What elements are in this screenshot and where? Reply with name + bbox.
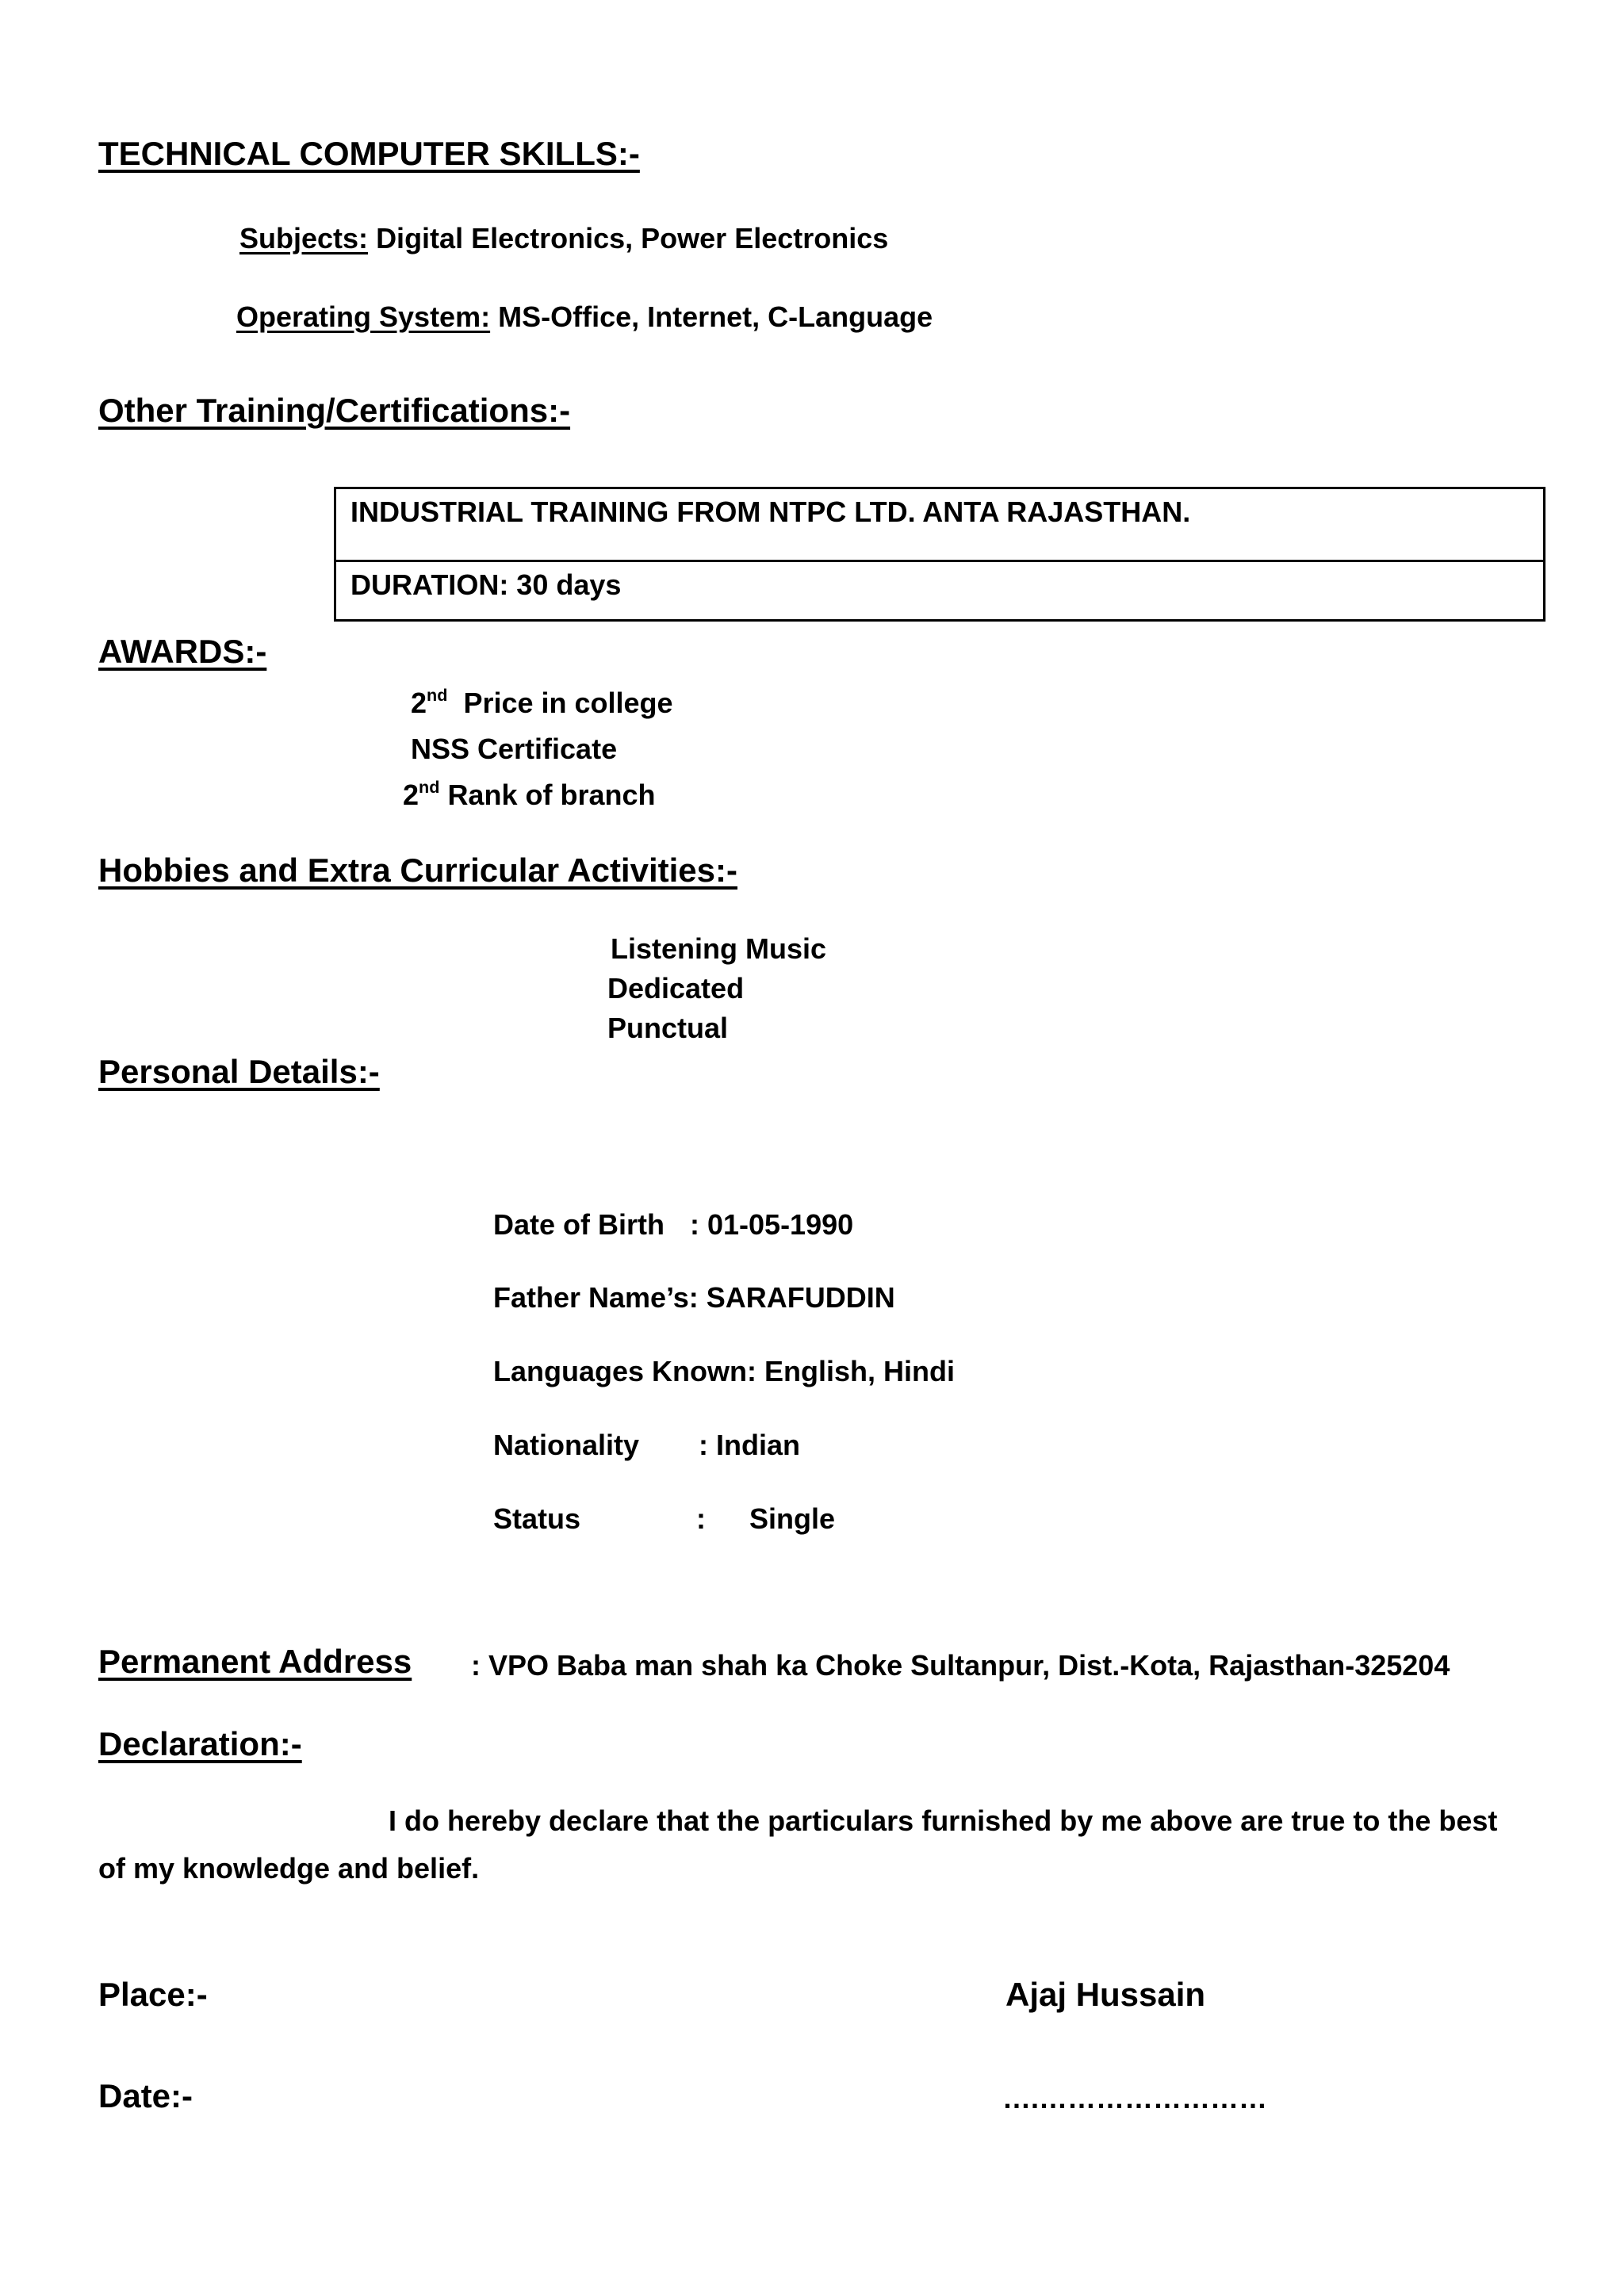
status-colon: :	[696, 1502, 706, 1535]
declaration-text-line1: I do hereby declare that the particulars furnished by me above are true to the best	[389, 1804, 1498, 1837]
father-name-line: Father Name’s: SARAFUDDIN	[493, 1281, 895, 1314]
subjects-line	[239, 222, 888, 255]
hobby-item: Listening Music	[611, 932, 827, 965]
permanent-address-value: : VPO Baba man shah ka Choke Sultanpur, Dist.-Kota, Rajasthan-325204	[471, 1649, 1450, 1682]
training-table	[334, 487, 1545, 622]
dob-line	[493, 1208, 853, 1242]
signature-line: ….……………………	[1002, 2082, 1268, 2114]
award-item	[411, 684, 673, 720]
hobbies-heading: Hobbies and Extra Curricular Activities:-	[98, 851, 737, 889]
award-text: Rank of branch	[447, 779, 656, 811]
training-row-institution: INDUSTRIAL TRAINING FROM NTPC LTD. ANTA RAJASTHAN.	[336, 489, 1543, 562]
award-rank-suffix: nd	[427, 684, 448, 705]
place-label: Place:-	[98, 1976, 208, 2013]
signatory-name: Ajaj Hussain	[1005, 1976, 1206, 2013]
subjects-label: Subjects:	[239, 222, 369, 254]
status-line	[493, 1502, 835, 1536]
permanent-address-heading: Permanent Address	[98, 1643, 412, 1680]
os-value: MS-Office, Internet, C-Language	[498, 300, 933, 333]
award-item	[403, 776, 656, 812]
status-label: Status	[493, 1502, 581, 1535]
date-label: Date:-	[98, 2077, 193, 2114]
os-line	[236, 300, 933, 334]
dob-label: Date of Birth	[493, 1208, 665, 1241]
award-item: NSS Certificate	[411, 733, 618, 765]
hobby-item: Dedicated	[607, 972, 745, 1004]
award-text: Price in college	[463, 687, 673, 719]
award-rank-number: 2	[403, 779, 419, 811]
award-rank-number: 2	[411, 687, 427, 719]
declaration-heading: Declaration:-	[98, 1725, 302, 1762]
status-value: Single	[749, 1502, 836, 1535]
os-label: Operating System:	[236, 300, 491, 333]
nationality-value: : Indian	[699, 1429, 800, 1461]
hobby-item: Punctual	[607, 1012, 729, 1044]
nationality-line	[493, 1429, 800, 1462]
awards-heading: AWARDS:-	[98, 633, 267, 670]
nationality-label: Nationality	[493, 1429, 640, 1461]
training-row-duration: DURATION: 30 days	[350, 568, 622, 601]
personal-details-heading: Personal Details:-	[98, 1053, 380, 1090]
technical-skills-heading: TECHNICAL COMPUTER SKILLS:-	[98, 135, 640, 172]
training-heading: Other Training/Certifications:-	[98, 392, 571, 429]
award-rank-suffix: nd	[419, 776, 440, 797]
subjects-value: Digital Electronics, Power Electronics	[376, 222, 889, 254]
declaration-text-line2: of my knowledge and belief.	[98, 1852, 480, 1885]
languages-line: Languages Known: English, Hindi	[493, 1355, 955, 1387]
dob-value: : 01-05-1990	[690, 1208, 854, 1241]
